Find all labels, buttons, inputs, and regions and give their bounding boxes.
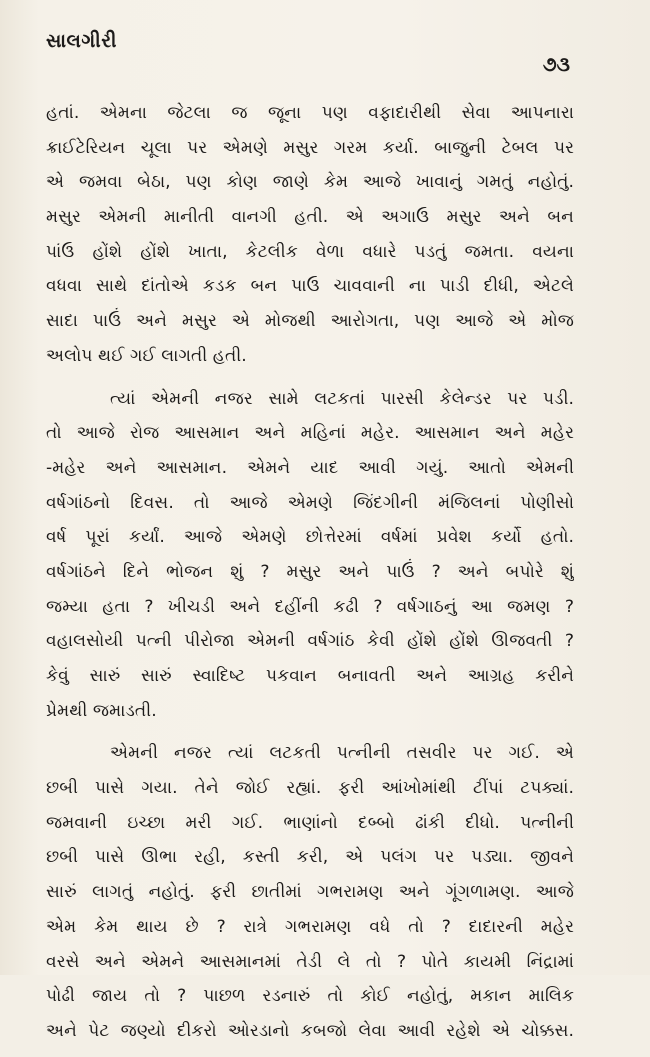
text-line: છબી પાસે ગયા. તેને જોઈ રહ્યાં. ફરી આંખોમાંથી ટીંપાં ટપક્યાં. — [46, 778, 574, 799]
text-line: તો આજે રોજ આસમાન અને મહિનાં મહેર. આસમાન અને મહેર — [46, 423, 574, 444]
text-line: અને પેટ જણ્યો દીકરો ઓરડાનો કબજો લેવા આવી રહેશે એ ચોક્કસ. — [46, 1020, 574, 1041]
text-line: જમ્યા હતા ? ખીચડી અને દહીંની કઢી ? વર્ષગાઠનું આ જમણ ? — [46, 596, 574, 617]
text-line: ક્રાઈટેરિયન ચૂલા પર એમણે મસુર ગરમ કર્યા. બાજુની ટેબલ પર — [46, 137, 574, 158]
text-line: એ જમવા બેઠા, પણ કોણ જાણે કેમ આજે ખાવાનું ગમતું નહોતું. — [46, 172, 574, 193]
text-line: સાદા પાઉં અને મસુર એ મોજથી આરોગતા, પણ આજે એ મોજ — [46, 311, 574, 332]
page-number: ૭૩ — [542, 52, 570, 76]
body-text — [46, 96, 574, 1057]
text-line: વહાલસોયી પત્ની પીરોજા એમની વર્ષગાંઠ કેવી હોંશે હોંશે ઊજવતી ? — [46, 631, 574, 652]
text-line: વધવા સાથે દાંતોએ કડક બન પાઉ ચાવવાની ના પાડી દીધી, એટલે — [46, 276, 574, 297]
text-line: અલોપ થઈ ગઈ લાગતી હતી. — [46, 345, 247, 366]
text-line: પ્રેમથી જમાડતી. — [46, 700, 157, 721]
text-line: વર્ષગાંઠને દિને ભોજન શું ? મસુર અને પાઉં ? અને બપોરે શું — [46, 561, 574, 582]
text-line: કેવું સારું સારું સ્વાદિષ્ટ પકવાન બનાવતી અને આગ્રહ કરીને — [46, 666, 574, 686]
text-line: એમ કેમ થાય છે ? રાત્રે ગભરામણ વધે તો ? દાદારની મહેર — [46, 916, 574, 937]
paragraph-2 — [46, 382, 574, 729]
text-line: ત્યાં એમની નજર સામે લટકતાં પારસી કેલેન્ડર પર પડી. — [110, 388, 574, 409]
text-line: મસુર એમની માનીતી વાનગી હતી. એ અગાઉ મસુર અને બન — [46, 207, 574, 228]
text-line: એમની નજર ત્યાં લટકતી પત્નીની તસવીર પર ગઈ. એ — [110, 743, 574, 764]
text-line: છબી પાસે ઊભા રહી, કસ્તી કરી, એ પલંગ પર પડ્યા. જીવને — [46, 847, 574, 868]
text-line: -મહેર અને આસમાન. એમને યાદ આવી ગયું. આતો એમની — [46, 457, 574, 478]
paragraph-1 — [46, 96, 574, 374]
text-line: પોઢી જાય તો ? પાછળ રડનારું તો કોઈ નહોતું, મકાન માલિક — [46, 986, 574, 1007]
running-head: સાલગીરી — [46, 30, 117, 52]
text-line: જમવાની ઇચ્છા મરી ગઈ. ભાણાંનો દબ્બો ઢાંકી દીધો. પત્નીની — [46, 812, 574, 833]
text-line: હતાં. એમના જેટલા જ જૂના પણ વફાદારીથી સેવા આપનારા — [46, 103, 574, 123]
text-line: પાંઉ હોંશે હોંશે ખાતા, કેટલીક વેળા વધારે પડતું જમતા. વયના — [46, 241, 574, 262]
paragraph-3 — [46, 736, 574, 1048]
text-line: સારું લાગતું નહોતું. ફરી છાતીમાં ગભરામણ અને ગૂંગળામણ. આજે — [46, 882, 574, 903]
text-line: વર્ષ પૂરાં કર્યાં. આજે એમણે છોત્તેરમાં વર્ષમાં પ્રવેશ કર્યો હતો. — [46, 527, 574, 548]
text-line: વરસે અને એમને આસમાનમાં તેડી લે તો ? પોતે કાયમી નિંદ્રામાં — [46, 951, 574, 972]
text-line: વર્ષગાંઠનો દિવસ. તો આજે એમણે જિંદગીની મંજિલનાં પોણીસો — [46, 492, 574, 513]
